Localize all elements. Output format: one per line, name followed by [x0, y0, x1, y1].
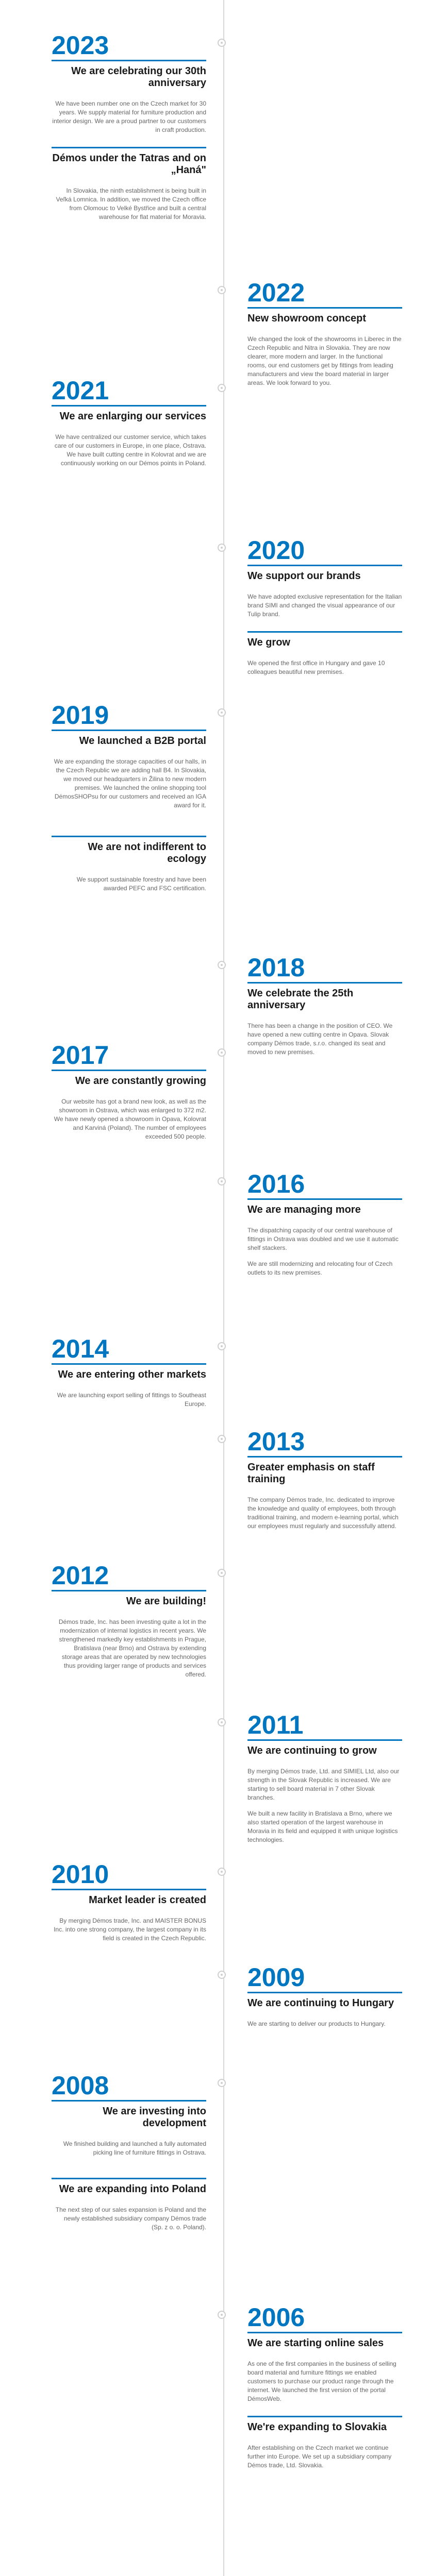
- entry-title: We are continuing to Hungary: [247, 1997, 394, 2009]
- timeline-node: [218, 384, 226, 392]
- year-number: 2011: [247, 1710, 304, 1739]
- timeline-node: [218, 1718, 226, 1726]
- timeline-entry-2011: [247, 1710, 402, 1844]
- timeline-entry-2020: [247, 536, 402, 676]
- year-rule: [52, 1590, 206, 1591]
- timeline-entry-2013: [247, 1427, 402, 1531]
- timeline-entry-2017: [52, 1041, 206, 1141]
- entry-title: We are managing more: [247, 1204, 361, 1215]
- sub-title: We are expanding into Poland: [59, 2183, 206, 2195]
- year-number: 2023: [52, 31, 109, 60]
- entry-subsection: [52, 147, 206, 222]
- entry-title: We are entering other markets: [58, 1369, 206, 1380]
- sub-title: We're expanding to Slovakia: [247, 2421, 387, 2433]
- timeline-node: [218, 286, 226, 294]
- year-rule: [247, 1198, 402, 1200]
- entry-text-extra: We are still modernizing and relocating four of Czech outlets to its new premises.: [247, 1260, 393, 1276]
- entry-text: We changed the look of the showrooms in Liberec in the Czech Republic and Nitra in Slovakia. They are now clearer, more modern and larger. In the functional rooms, our end customers get by fittings from leading manufacturers and view the board material in larger areas. We look forward to you.: [247, 335, 402, 386]
- entry-title: We celebrate the 25th anniversary: [247, 988, 354, 1011]
- timeline-node: [218, 708, 226, 717]
- timeline-entry-2014: [52, 1334, 206, 1409]
- timeline-node: [218, 39, 226, 47]
- entry-title: We are constantly growing: [75, 1075, 206, 1087]
- timeline-entry-2022: [247, 278, 402, 387]
- entry-text: As one of the first companies in the business of selling board material and furniture fittings we enabled customers to purchase our product range through the internet. We launched the first version of the portal DémosWeb.: [247, 2360, 396, 2402]
- entry-title: We are continuing to grow: [247, 1745, 377, 1756]
- year-rule: [247, 1992, 402, 1993]
- year-number: 2008: [52, 2071, 109, 2100]
- timeline-entry-2019: [52, 701, 206, 893]
- sub-rule: [247, 2416, 402, 2417]
- year-rule: [52, 1889, 206, 1890]
- sub-text: The next step of our sales expansion is Poland and the newly established subsidiary company Démos trade (Sp. z o. o. Poland).: [55, 2206, 206, 2231]
- entry-title: New showroom concept: [247, 313, 367, 324]
- entry-subsection: [52, 836, 206, 893]
- year-number: 2017: [52, 1041, 109, 1070]
- entry-subsection: [247, 631, 402, 676]
- timeline-entry-2012: [52, 1561, 206, 1679]
- year-number: 2013: [247, 1427, 305, 1456]
- entry-text: We have centralized our customer service, which takes care of our customers in Europe, in one place, Ostrava. We have built cutting centre in Kolovrat and we are continuously working on our Démos points in Poland.: [54, 433, 206, 467]
- timeline-node: [218, 1435, 226, 1443]
- entry-text: By merging Démos trade, Ltd. and SIMIEL Ltd, also our strength in the Slovak Republic is increased. We are starting to sell board material in 7 other Slovak branches.: [247, 1768, 400, 1801]
- timeline-node: [218, 2311, 226, 2319]
- sub-rule: [52, 2178, 206, 2179]
- year-number: 2012: [52, 1561, 109, 1590]
- year-rule: [247, 307, 402, 309]
- sub-title: We grow: [247, 637, 290, 648]
- timeline-node: [218, 961, 226, 969]
- year-number: 2018: [247, 953, 305, 982]
- entry-title: We launched a B2B portal: [79, 735, 206, 747]
- timeline-entry-2010: [52, 1860, 206, 1943]
- timeline-entry-2009: [247, 1963, 402, 2028]
- sub-rule: [247, 631, 402, 633]
- entry-text: We are starting to deliver our products to Hungary.: [247, 2020, 386, 2027]
- entry-text: We are expanding the storage capacities of our halls, in the Czech Republic we are adding hall B4. In Slovakia, we moved our headquarters in Žilina to new modern premises. We launched the online shopping tool DémosSHOPsu for our customers and received an IGA award for it.: [54, 758, 206, 809]
- entry-subsection: [247, 2416, 402, 2470]
- timeline-entry-2016: [247, 1170, 402, 1277]
- entry-text: The company Démos trade, Inc. dedicated to improve the knowledge and quality of employees, both through traditional training, and modern e-learning portal, which our employees must regularly and successfully attend.: [247, 1496, 399, 1530]
- timeline-node: [218, 1177, 226, 1185]
- entry-title: We are building!: [126, 1596, 206, 1607]
- timeline-node: [218, 1048, 226, 1057]
- entry-title: We are starting online sales: [247, 2337, 384, 2349]
- entry-text: We finished building and launched a fully automated picking line of furniture fittings in Ostrava.: [63, 2140, 206, 2156]
- timeline-entry-2021: [52, 376, 206, 468]
- timeline-node: [218, 1342, 226, 1350]
- year-rule: [52, 2100, 206, 2102]
- entry-text: Our website has got a brand new look, as well as the showroom in Ostrava, which was enlarged to 372 m2. We have newly opened a showroom in Opava, Kolovrat and Karviná (Poland). The number of employees exceeded 500 people.: [54, 1098, 206, 1140]
- entry-title: We are enlarging our services: [59, 411, 206, 422]
- sub-text: In Slovakia, the ninth establishment is being built in Veľká Lomnica. In addition, we moved the Czech office from Olomouc to Velké Bystřice and built a central warehouse for flat material for Moravia.: [56, 187, 206, 221]
- timeline-node: [218, 1569, 226, 1577]
- entry-text: The dispatching capacity of our central warehouse of fittings in Ostrava was doubled and we use it automatic shelf stackers.: [247, 1227, 399, 1251]
- timeline-entry-2006: [247, 2303, 402, 2470]
- timeline-node: [218, 1971, 226, 1979]
- timeline-node: [218, 1868, 226, 1876]
- year-number: 2014: [52, 1334, 109, 1363]
- sub-title: We are not indifferent to ecology: [88, 841, 206, 865]
- year-number: 2006: [247, 2303, 305, 2332]
- timeline-entry-2023: [52, 31, 206, 222]
- year-rule: [247, 982, 402, 984]
- year-rule: [52, 1363, 206, 1365]
- entry-title: We are investing into development: [103, 2106, 206, 2129]
- sub-rule: [52, 836, 206, 837]
- entry-text: Démos trade, Inc. has been investing quite a lot in the modernization of internal logistics in recent years. We strengthened markedly key establishments in Prague, Bratislava (near Brno) and Ostrava by extending storage areas that are operated by new technologies thus providing larger range of products and services offered.: [58, 1618, 206, 1678]
- entry-text: We have been number one on the Czech market for 30 years. We supply material for furniture production and interior design. We are a proud partner to our customers in craft production.: [52, 100, 206, 133]
- year-number: 2019: [52, 701, 109, 730]
- entry-text: We have adopted exclusive representation for the Italian brand SIMI and changed the visual appearance of our Tulip brand.: [247, 593, 402, 618]
- year-number: 2022: [247, 278, 305, 307]
- timeline-node: [218, 544, 226, 552]
- year-rule: [247, 2332, 402, 2333]
- entry-title: Greater emphasis on staff training: [247, 1462, 375, 1485]
- year-rule: [52, 1070, 206, 1071]
- year-number: 2021: [52, 376, 109, 405]
- sub-rule: [52, 147, 206, 148]
- entry-text-extra: We built a new facility in Bratislava a Brno, where we also started operation of the largest warehouse in Moravia in its field and equipped it with unique logistics technologies.: [247, 1810, 398, 1843]
- sub-title: Démos under the Tatras and on „Haná": [52, 152, 206, 176]
- entry-title: Market leader is created: [89, 1894, 206, 1906]
- year-number: 2009: [247, 1963, 305, 1992]
- year-rule: [247, 1456, 402, 1458]
- year-rule: [247, 565, 402, 566]
- year-number: 2010: [52, 1860, 109, 1889]
- entry-text: We are launching export selling of fittings to Southeast Europe.: [57, 1392, 206, 1408]
- entry-title: We support our brands: [247, 570, 361, 582]
- timeline-entry-2008: [52, 2071, 206, 2232]
- sub-text: We opened the first office in Hungary and gave 10 colleagues beautiful new premises.: [247, 659, 385, 675]
- entry-subsection: [52, 2178, 206, 2232]
- year-number: 2020: [247, 536, 305, 565]
- sub-text: We support sustainable forestry and have been awarded PEFC and FSC certification.: [76, 876, 206, 892]
- year-rule: [52, 60, 206, 61]
- entry-text: By merging Démos trade, Inc. and MAISTER BONUS Inc. into one strong company, the largest company in its field is created in the Czech Republic.: [54, 1917, 206, 1942]
- year-rule: [247, 1739, 402, 1741]
- timeline-entry-2018: [247, 953, 402, 1057]
- year-number: 2016: [247, 1170, 305, 1198]
- entry-text: There has been a change in the position of CEO. We have opened a new cutting centre in Opava. Slovak company Démos trade, s.r.o. changed its seat and moved to new premises.: [247, 1022, 393, 1056]
- timeline-node: [218, 2079, 226, 2087]
- year-rule: [52, 730, 206, 731]
- year-rule: [52, 405, 206, 406]
- sub-text: After establishing on the Czech market we continue further into Europe. We set up a subsidiary company Démos trade, Ltd. Slovakia.: [247, 2444, 392, 2469]
- entry-title: We are celebrating our 30th anniversary: [71, 65, 206, 89]
